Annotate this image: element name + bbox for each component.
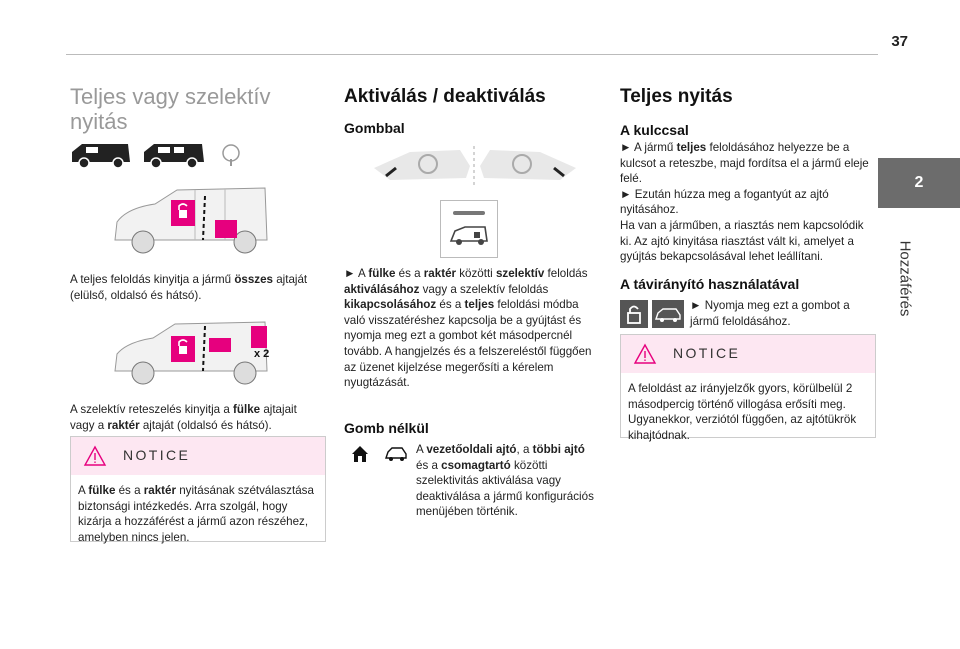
notice-box-left [70,436,326,542]
van-selective-illustration [105,316,275,386]
notice-title: NOTICE [673,345,741,361]
section-title-full-open: Teljes nyitás [620,86,733,107]
home-menu-icon [350,444,370,464]
subtitle-remote: A távirányító használatával [620,276,800,292]
remote-unlock-icon [620,300,648,328]
steering-wheel-icon [218,142,244,168]
chapter-tab[interactable]: 2 [878,158,960,208]
notice-box-right [620,334,876,442]
subtitle-with-key: A kulccsal [620,122,689,138]
dashboard-button-location [370,146,580,188]
para-button-activation: ► A fülke és a raktér közötti szelektív feloldás aktiválásához vagy a szelektív feloldás kikapcsolásához és a teljes feloldási módba való visszatéréshez kapcsolja be a gyújtást és nyomja meg ezt a gombot két másodpercnél tovább. A hangjelzés és a felszereléstől függően az üzenet kijelzése megerősíti a kérelem nyugtázását. [344,267,592,390]
notice-text: A feloldást az irányjelzők gyors, körülbelül 2 másodpercig történő villogása erősíti meg. Ugyanekkor, verziótól függően, az ajtótükrök kihajtódnak. [628,382,857,442]
para-remote-unlock: ► Nyomja meg ezt a gombot a jármű feloldásához. [690,299,850,328]
para-without-button-a: A vezetőoldali ajtó, a többi ajtó és a csomagtartó közötti szelektivitás aktiválása vagy deaktiválása a jármű konfigurációs menüjében történik. [416,443,594,519]
subtitle-without-button: Gomb nélkül [344,420,429,436]
page-number: 37 [891,33,908,50]
warning-icon [83,445,107,467]
press-twice-badge: x 2 [254,348,270,360]
van-long-icon [144,144,204,168]
para-key-unlock: ► A jármű teljes feloldásához helyezze be a kulcsot a reteszbe, majd fordítsa el a jármű eleje felé. ► Ezután húzza meg a fogantyút az ajtó nyitásához. Ha van a járműben, a riasztás nem kapcsolódik ki. Az ajtó kinyitása riasztást vált ki, amelyet a gyújtás bekapcsolásával lehet leállítani. [620,141,869,264]
chapter-label [890,215,920,345]
notice-text: A fülke és a raktér nyitásának szétválasztása biztonsági intézkedés. Arra szolgál, hogy kizárja a hozzáférést a jármű azon részéhez, amelyben nincs jelen. [78,484,314,544]
remote-car-icon [652,300,684,328]
section-title-selective: Teljes vagy szelektív nyitás [70,84,271,134]
header-rule [66,54,878,55]
section-title-activation: Aktiválás / deaktiválás [344,86,546,107]
para-full-unlock: A teljes feloldás kinyitja a jármű összes ajtaját (elülső, oldalsó és hátsó). [70,273,308,302]
subtitle-with-button: Gombbal [344,120,405,136]
chapter-title: Hozzáférés [896,240,914,317]
warning-icon [633,343,657,365]
selective-unlock-button[interactable] [440,200,498,258]
para-selective-unlock: A szelektív reteszelés kinyitja a fülke ajtajait vagy a raktér ajtaját (oldalsó és hátsó). [70,403,297,432]
notice-title: NOTICE [123,447,191,463]
van-all-doors-illustration [105,180,275,260]
notice-header [621,335,875,373]
van-short-icon [72,144,130,168]
selective-unlock-icon [441,201,497,257]
car-config-icon [384,446,408,462]
notice-header [71,437,325,475]
